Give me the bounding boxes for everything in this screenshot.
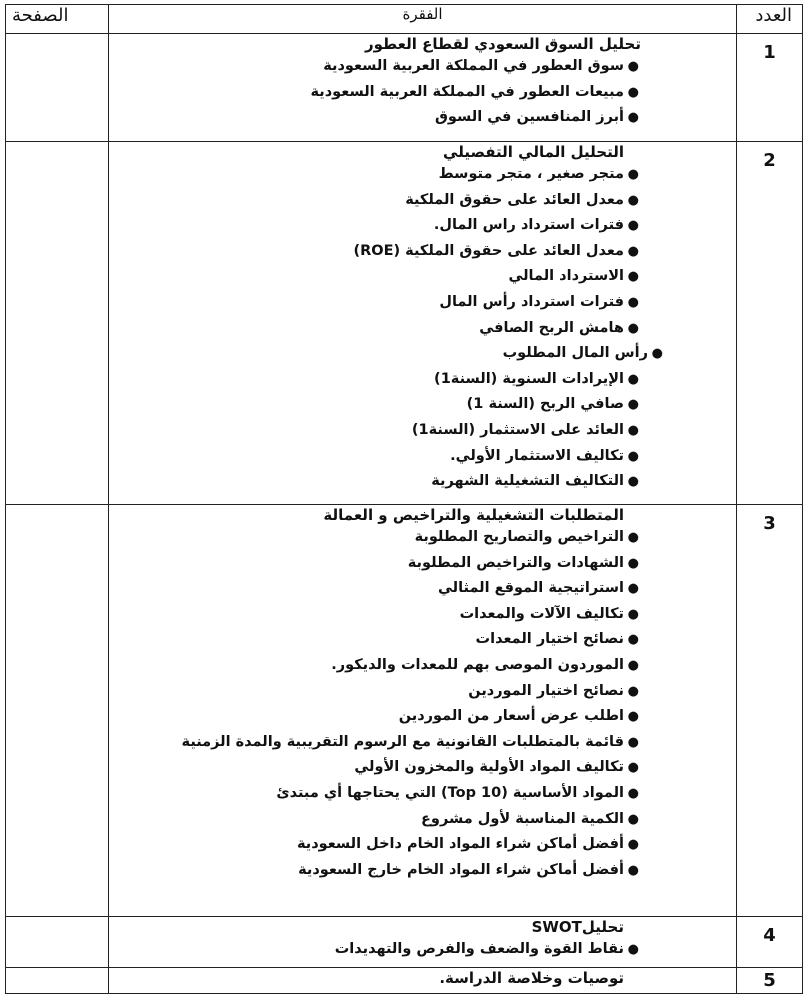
- bullet-icon: ●: [627, 110, 639, 126]
- bullet-icon: ●: [627, 84, 639, 100]
- list-item: ● استراتيجية الموقع المثالي: [109, 576, 736, 602]
- bullet-icon: ●: [627, 760, 639, 776]
- list-item: ● صافي الربح (السنة 1): [109, 392, 736, 418]
- bullet-icon: ●: [627, 785, 639, 801]
- bullet-icon: ●: [627, 371, 639, 387]
- list-item: ● فترات استرداد رأس المال: [109, 290, 736, 316]
- paragraph-cell: [109, 142, 737, 505]
- list-item: ● مبيعات العطور في المملكة العربية السعودية: [109, 80, 736, 106]
- list-item: ● نقاط القوة والضعف والفرص والتهديدات: [109, 937, 736, 963]
- section-title: التحليل المالي التفصيلي: [443, 143, 624, 161]
- number-cell: 1: [737, 34, 803, 142]
- paragraph-cell: [109, 917, 737, 968]
- list-item: ● تكاليف الاستثمار الأولي.: [109, 444, 736, 470]
- list-item: ● التكاليف التشغيلية الشهرية: [109, 469, 736, 495]
- bullet-icon: ●: [627, 192, 639, 208]
- paragraph-cell: [109, 968, 737, 994]
- list-item: ● متجر صغير ، متجر متوسط: [109, 162, 736, 188]
- bullet-icon: ●: [627, 555, 639, 571]
- bullet-icon: ●: [627, 734, 639, 750]
- list-item: ● تكاليف المواد الأولية والمخزون الأولي: [109, 755, 736, 781]
- bullet-icon: ●: [627, 811, 639, 827]
- list-item: ● نصائح اختيار المعدات: [109, 627, 736, 653]
- list-item: ● رأس المال المطلوب: [109, 341, 736, 367]
- bullet-icon: ●: [627, 942, 639, 957]
- list-item: ● نصائح اختيار الموردين: [109, 679, 736, 705]
- bullet-icon: ●: [627, 581, 639, 597]
- item-list: [109, 162, 736, 495]
- paragraph-cell: [109, 505, 737, 917]
- table-of-contents: [5, 4, 803, 994]
- bullet-icon: ●: [627, 657, 639, 673]
- bullet-icon: ●: [627, 269, 639, 285]
- list-item: ● أفضل أماكن شراء المواد الخام خارج السعودية: [109, 858, 736, 884]
- bullet-icon: ●: [627, 397, 639, 413]
- bullet-icon: ●: [627, 837, 639, 853]
- header-paragraph: الفقرة: [109, 5, 737, 34]
- header-row: [6, 5, 803, 34]
- number-cell: 5: [737, 968, 803, 994]
- number-cell: 3: [737, 505, 803, 917]
- list-item: ● المواد الأساسية (Top 10) التي يحتاجها أي مبتدئ: [109, 781, 736, 807]
- bullet-icon: ●: [627, 606, 639, 622]
- header-number: العدد: [737, 5, 803, 34]
- list-item: ● الكمية المناسبة لأول مشروع: [109, 807, 736, 833]
- table-row: [6, 34, 803, 142]
- list-item: ● تكاليف الآلات والمعدات: [109, 602, 736, 628]
- page-cell: [6, 34, 109, 142]
- bullet-icon: ●: [627, 862, 639, 878]
- list-item: ● التراخيص والتصاريح المطلوبة: [109, 525, 736, 551]
- list-item: ● أفضل أماكن شراء المواد الخام داخل السعودية: [109, 832, 736, 858]
- bullet-icon: ●: [627, 683, 639, 699]
- table-row: [6, 968, 803, 994]
- list-item: ● معدل العائد على حقوق الملكية (ROE): [109, 239, 736, 265]
- bullet-icon: ●: [651, 346, 663, 362]
- bullet-icon: ●: [627, 167, 639, 182]
- item-list: [109, 937, 736, 963]
- section-title: تحليل السوق السعودي لقطاع العطور: [365, 35, 641, 53]
- bullet-icon: ●: [627, 294, 639, 310]
- list-item: ● معدل العائد على حقوق الملكية: [109, 188, 736, 214]
- bullet-icon: ●: [627, 474, 639, 490]
- bullet-icon: ●: [627, 448, 639, 464]
- section-title: تحليلSWOT: [531, 918, 624, 936]
- list-item: ● العائد على الاستثمار (السنة1): [109, 418, 736, 444]
- list-item: ● الإيرادات السنوية (السنة1): [109, 367, 736, 393]
- page-cell: [6, 917, 109, 968]
- bullet-icon: ●: [627, 320, 639, 336]
- section-title: توصيات وخلاصة الدراسة.: [439, 969, 624, 987]
- page-cell: [6, 968, 109, 994]
- page-cell: [6, 505, 109, 917]
- page-cell: [6, 142, 109, 505]
- item-list: [109, 525, 736, 883]
- bullet-icon: ●: [627, 632, 639, 648]
- list-item: ● اطلب عرض أسعار من الموردين: [109, 704, 736, 730]
- bullet-icon: ●: [627, 530, 639, 545]
- list-item: ● سوق العطور في المملكة العربية السعودية: [109, 54, 736, 80]
- table-row: [6, 505, 803, 917]
- list-item: ● قائمة بالمتطلبات القانونية مع الرسوم التقريبية والمدة الزمنية: [109, 730, 736, 756]
- list-item: ● الاسترداد المالي: [109, 264, 736, 290]
- number-cell: 4: [737, 917, 803, 968]
- list-item: ● الموردون الموصى بهم للمعدات والديكور.: [109, 653, 736, 679]
- bullet-icon: ●: [627, 422, 639, 438]
- bullet-icon: ●: [627, 709, 639, 725]
- item-list: [109, 54, 736, 131]
- table-row: [6, 142, 803, 505]
- list-item: ● فترات استرداد راس المال.: [109, 213, 736, 239]
- list-item: ● أبرز المنافسين في السوق: [109, 105, 736, 131]
- section-title: المتطلبات التشغيلية والتراخيص و العمالة: [323, 506, 624, 524]
- bullet-icon: ●: [627, 243, 639, 259]
- paragraph-cell: [109, 34, 737, 142]
- list-item: ● الشهادات والتراخيص المطلوبة: [109, 551, 736, 577]
- bullet-icon: ●: [627, 218, 639, 234]
- list-item: ● هامش الربح الصافي: [109, 316, 736, 342]
- table-row: [6, 917, 803, 968]
- bullet-icon: ●: [627, 59, 639, 74]
- number-cell: 2: [737, 142, 803, 505]
- header-page: الصفحة: [6, 5, 109, 34]
